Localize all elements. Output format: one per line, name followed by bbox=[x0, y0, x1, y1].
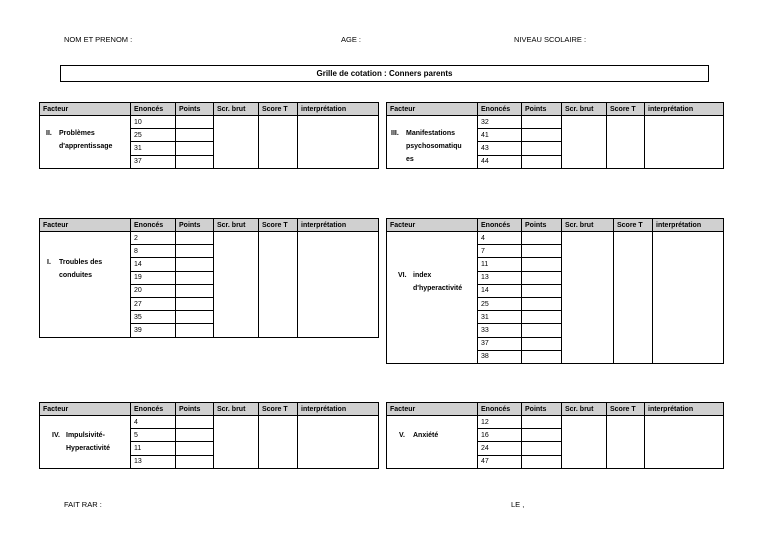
factor-label bbox=[387, 269, 477, 295]
interpretation-column-header: interprétation bbox=[645, 103, 724, 116]
factor-cell bbox=[40, 416, 131, 469]
factor-name-line: psychosomatiqu bbox=[406, 143, 462, 150]
raw-score-column-header: Scr. brut bbox=[562, 403, 607, 416]
statement-number-cell: 43 bbox=[478, 142, 522, 155]
factor-name-line bbox=[398, 269, 477, 282]
statement-number-cell: 13 bbox=[478, 271, 522, 284]
points-cell bbox=[176, 245, 214, 258]
statement-number-cell: 2 bbox=[131, 232, 176, 245]
factor-number: II. bbox=[46, 130, 52, 137]
statement-number-cell: 10 bbox=[131, 116, 176, 129]
t-score-column-header: Score T bbox=[607, 403, 645, 416]
statement-number-cell: 47 bbox=[478, 455, 522, 468]
points-cell bbox=[522, 142, 562, 155]
points-column-header: Points bbox=[176, 103, 214, 116]
interpretation-cell bbox=[298, 232, 379, 338]
t-score-cell bbox=[607, 116, 645, 169]
interpretation-column-header: interprétation bbox=[645, 403, 724, 416]
table-row bbox=[387, 116, 724, 129]
points-cell bbox=[176, 416, 214, 429]
points-cell bbox=[522, 245, 562, 258]
statement-number-cell: 37 bbox=[478, 337, 522, 350]
t-score-column-header: Score T bbox=[259, 219, 298, 232]
factor-column-header: Facteur bbox=[387, 403, 478, 416]
points-cell bbox=[522, 429, 562, 442]
school-level-label: NIVEAU SCOLAIRE : bbox=[514, 35, 587, 44]
factor-cell bbox=[387, 232, 478, 364]
factor-name-line bbox=[46, 127, 130, 140]
grid-psychosomatic bbox=[386, 102, 724, 169]
raw-score-cell bbox=[562, 232, 614, 364]
interpretation-cell bbox=[645, 116, 724, 169]
factor-column-header: Facteur bbox=[387, 219, 478, 232]
statement-number-cell: 27 bbox=[131, 297, 176, 310]
table-header-row bbox=[387, 103, 724, 116]
factor-cell bbox=[40, 116, 131, 169]
title-box bbox=[60, 65, 709, 82]
statement-number-cell: 14 bbox=[478, 284, 522, 297]
factor-name-line: d'apprentissage bbox=[59, 143, 113, 150]
factor-name-line: es bbox=[406, 156, 414, 163]
factor-name-text: Manifestations bbox=[406, 130, 456, 137]
factor-cell bbox=[387, 416, 478, 469]
interpretation-cell bbox=[653, 232, 724, 364]
t-score-column-header: Score T bbox=[607, 103, 645, 116]
points-cell bbox=[176, 129, 214, 142]
name-label: NOM ET PRENOM : bbox=[64, 35, 133, 44]
points-cell bbox=[176, 232, 214, 245]
raw-score-cell bbox=[562, 116, 607, 169]
grid-impulsivity-hyperactivity bbox=[39, 402, 379, 469]
interpretation-cell bbox=[645, 416, 724, 469]
factor-name-line: conduites bbox=[59, 272, 93, 279]
statements-column-header: Enoncés bbox=[478, 103, 522, 116]
statement-number-cell: 8 bbox=[131, 245, 176, 258]
statement-number-cell: 41 bbox=[478, 129, 522, 142]
points-cell bbox=[522, 324, 562, 337]
table-row bbox=[387, 416, 724, 429]
points-column-header: Points bbox=[522, 219, 562, 232]
factor-number: V. bbox=[399, 432, 405, 439]
statement-number-cell: 25 bbox=[131, 129, 176, 142]
factor-name-line bbox=[52, 429, 130, 442]
points-cell bbox=[176, 455, 214, 468]
factor-cell bbox=[40, 232, 131, 338]
points-cell bbox=[522, 416, 562, 429]
statement-number-cell: 19 bbox=[131, 271, 176, 284]
table-row bbox=[40, 416, 379, 429]
points-cell bbox=[522, 455, 562, 468]
raw-score-column-header: Scr. brut bbox=[562, 219, 614, 232]
statement-number-cell: 13 bbox=[131, 455, 176, 468]
factor-number: VI. bbox=[398, 272, 407, 279]
date-label: LE , bbox=[511, 500, 525, 509]
t-score-column-header: Score T bbox=[614, 219, 653, 232]
table-header-row bbox=[387, 219, 724, 232]
factor-name-line bbox=[391, 127, 477, 140]
raw-score-column-header: Scr. brut bbox=[214, 219, 259, 232]
table-header-row bbox=[387, 403, 724, 416]
factor-column-header: Facteur bbox=[40, 103, 131, 116]
table-header-row bbox=[40, 403, 379, 416]
statement-number-cell: 4 bbox=[131, 416, 176, 429]
raw-score-cell bbox=[562, 416, 607, 469]
factor-name-text: Problèmes bbox=[59, 130, 95, 137]
statement-number-cell: 37 bbox=[131, 155, 176, 168]
statement-number-cell: 24 bbox=[478, 442, 522, 455]
statement-number-cell: 16 bbox=[478, 429, 522, 442]
interpretation-cell bbox=[298, 416, 379, 469]
t-score-cell bbox=[607, 416, 645, 469]
factor-name-line: d'hyperactivité bbox=[413, 285, 463, 292]
interpretation-column-header: interprétation bbox=[298, 103, 379, 116]
interpretation-cell bbox=[298, 116, 379, 169]
interpretation-column-header: interprétation bbox=[298, 219, 379, 232]
statement-number-cell: 7 bbox=[478, 245, 522, 258]
factor-label bbox=[40, 127, 130, 153]
statement-number-cell: 12 bbox=[478, 416, 522, 429]
table-header-row bbox=[40, 219, 379, 232]
statement-number-cell: 38 bbox=[478, 350, 522, 363]
t-score-cell bbox=[259, 416, 298, 469]
grid-conduct-disorders bbox=[39, 218, 379, 338]
raw-score-column-header: Scr. brut bbox=[214, 403, 259, 416]
points-cell bbox=[522, 350, 562, 363]
statements-column-header: Enoncés bbox=[478, 219, 522, 232]
points-cell bbox=[522, 116, 562, 129]
points-cell bbox=[176, 429, 214, 442]
factor-name-text: Troubles des bbox=[59, 259, 103, 266]
statement-number-cell: 25 bbox=[478, 297, 522, 310]
grid-anxiety bbox=[386, 402, 724, 469]
factor-label bbox=[40, 429, 130, 455]
points-cell bbox=[522, 232, 562, 245]
statement-number-cell: 11 bbox=[131, 442, 176, 455]
factor-name-line bbox=[399, 429, 477, 442]
points-cell bbox=[176, 271, 214, 284]
statements-column-header: Enoncés bbox=[131, 219, 176, 232]
factor-label bbox=[387, 127, 477, 166]
statement-number-cell: 35 bbox=[131, 311, 176, 324]
grid-learning-problems bbox=[39, 102, 379, 169]
t-score-cell bbox=[259, 232, 298, 338]
statements-column-header: Enoncés bbox=[131, 403, 176, 416]
factor-column-header: Facteur bbox=[40, 403, 131, 416]
factor-number: I. bbox=[47, 259, 51, 266]
points-cell bbox=[176, 258, 214, 271]
factor-name-line bbox=[47, 256, 130, 269]
points-cell bbox=[522, 155, 562, 168]
statement-number-cell: 33 bbox=[478, 324, 522, 337]
points-cell bbox=[522, 311, 562, 324]
statement-number-cell: 4 bbox=[478, 232, 522, 245]
factor-column-header: Facteur bbox=[40, 219, 131, 232]
t-score-cell bbox=[614, 232, 653, 364]
points-cell bbox=[522, 442, 562, 455]
statements-column-header: Enoncés bbox=[478, 403, 522, 416]
factor-name-text: index bbox=[413, 272, 432, 279]
statement-number-cell: 31 bbox=[478, 311, 522, 324]
points-cell bbox=[176, 297, 214, 310]
done-by-label: FAIT RAR : bbox=[64, 500, 102, 509]
points-column-header: Points bbox=[522, 103, 562, 116]
statement-number-cell: 44 bbox=[478, 155, 522, 168]
points-cell bbox=[522, 297, 562, 310]
points-cell bbox=[176, 442, 214, 455]
points-cell bbox=[522, 271, 562, 284]
table-header-row bbox=[40, 103, 379, 116]
points-cell bbox=[522, 284, 562, 297]
interpretation-column-header: interprétation bbox=[653, 219, 724, 232]
age-label: AGE : bbox=[341, 35, 362, 44]
statement-number-cell: 5 bbox=[131, 429, 176, 442]
statement-number-cell: 39 bbox=[131, 324, 176, 337]
table-row bbox=[40, 116, 379, 129]
factor-name-text: Impulsivité- bbox=[66, 432, 105, 439]
factor-cell bbox=[387, 116, 478, 169]
points-cell bbox=[522, 129, 562, 142]
grid-hyperactivity-index bbox=[386, 218, 724, 364]
factor-number: IV. bbox=[52, 432, 60, 439]
points-column-header: Points bbox=[176, 219, 214, 232]
form-title: Grille de cotation : Conners parents bbox=[316, 69, 453, 78]
statement-number-cell: 32 bbox=[478, 116, 522, 129]
raw-score-cell bbox=[214, 116, 259, 169]
points-cell bbox=[176, 311, 214, 324]
table-row bbox=[40, 232, 379, 245]
t-score-cell bbox=[259, 116, 298, 169]
points-column-header: Points bbox=[522, 403, 562, 416]
points-cell bbox=[176, 116, 214, 129]
table-row bbox=[387, 232, 724, 245]
points-cell bbox=[522, 337, 562, 350]
statement-number-cell: 14 bbox=[131, 258, 176, 271]
points-cell bbox=[176, 324, 214, 337]
factor-column-header: Facteur bbox=[387, 103, 478, 116]
raw-score-cell bbox=[214, 416, 259, 469]
factor-name-text: Anxiété bbox=[413, 432, 439, 439]
t-score-column-header: Score T bbox=[259, 403, 298, 416]
points-cell bbox=[176, 142, 214, 155]
raw-score-column-header: Scr. brut bbox=[562, 103, 607, 116]
factor-number: III. bbox=[391, 130, 399, 137]
raw-score-column-header: Scr. brut bbox=[214, 103, 259, 116]
points-cell bbox=[176, 284, 214, 297]
statement-number-cell: 20 bbox=[131, 284, 176, 297]
statement-number-cell: 31 bbox=[131, 142, 176, 155]
statements-column-header: Enoncés bbox=[131, 103, 176, 116]
t-score-column-header: Score T bbox=[259, 103, 298, 116]
factor-name-line: Hyperactivité bbox=[66, 445, 110, 452]
points-column-header: Points bbox=[176, 403, 214, 416]
factor-label bbox=[40, 256, 130, 282]
interpretation-column-header: interprétation bbox=[298, 403, 379, 416]
points-cell bbox=[522, 258, 562, 271]
statement-number-cell: 11 bbox=[478, 258, 522, 271]
points-cell bbox=[176, 155, 214, 168]
raw-score-cell bbox=[214, 232, 259, 338]
factor-label bbox=[387, 429, 477, 442]
